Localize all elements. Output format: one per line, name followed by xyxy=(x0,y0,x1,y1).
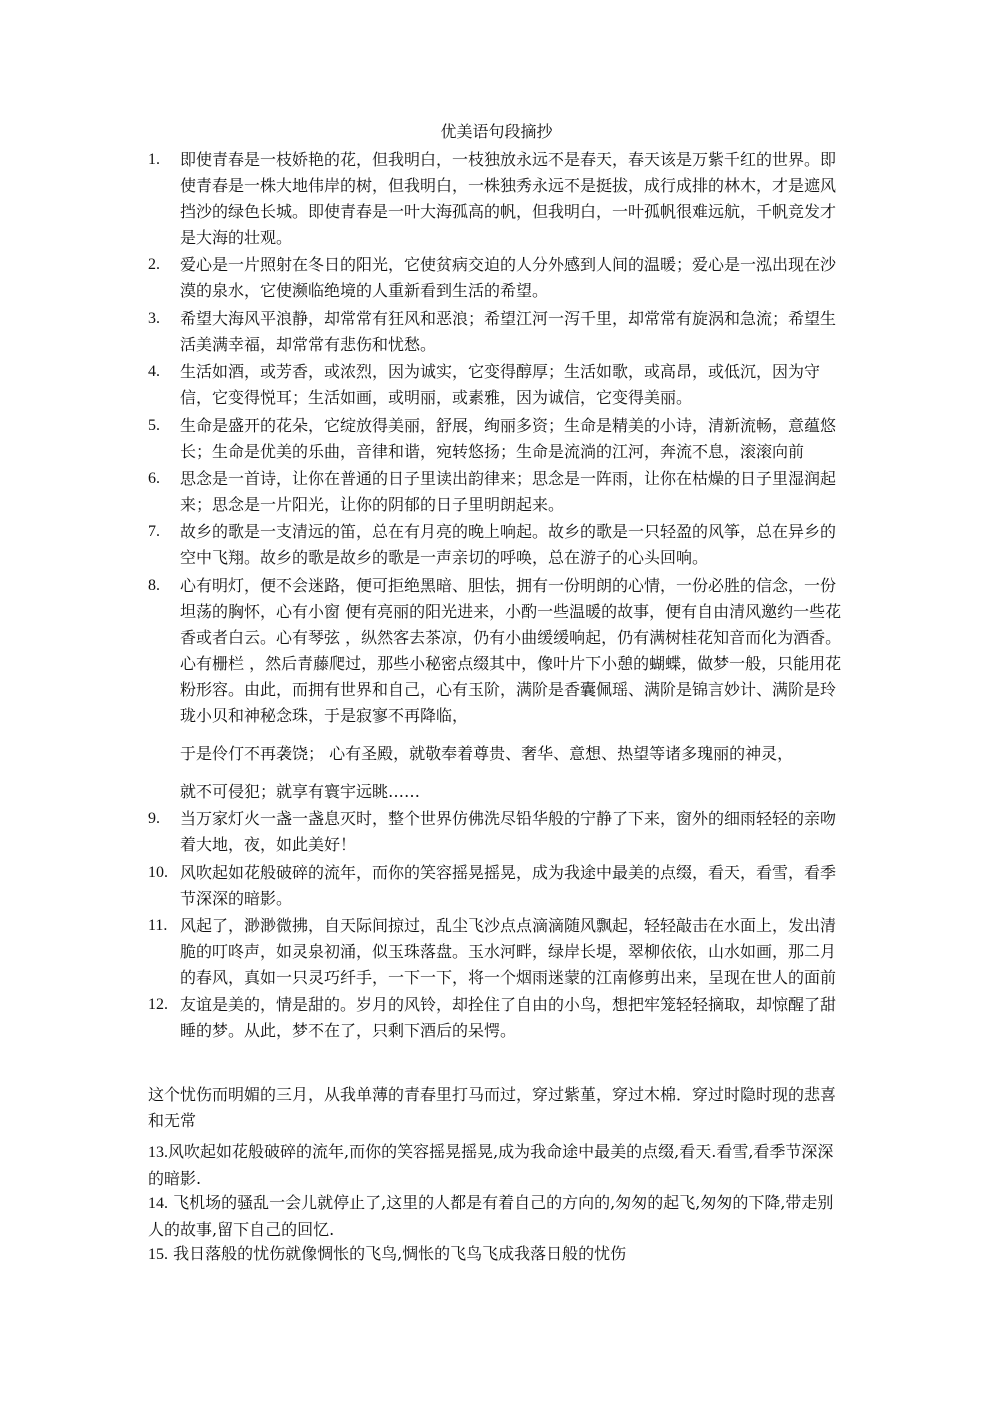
item-text: 爱心是一片照射在冬日的阳光，它使贫病交迫的人分外感到人间的温暖；爱心是一泓出现在沙漠的泉水，它使濒临绝境的人重新看到生活的希望。 xyxy=(180,255,837,301)
item-text: 希望大海风平浪静，却常常有狂风和恶浪；希望江河一泻千里，却常常有旋涡和急流；希望生活美满幸福，却常常有悲伤和忧愁。 xyxy=(180,308,837,354)
paragraph-text: 飞机场的骚乱一会儿就停止了,这里的人都是有着自己的方向的,匆匆的起飞,匆匆的下降,带走别人的故事,留下自己的回忆. xyxy=(148,1193,834,1239)
item-number: 1. xyxy=(148,151,160,168)
item-number: 11. xyxy=(148,916,168,934)
paragraph-number: 13. xyxy=(148,1144,168,1161)
list-item xyxy=(148,466,848,518)
item-text: 心有明灯，便不会迷路，便可拒绝黑暗、胆怯，拥有一份明朗的心情，一份必胜的信念，一份坦荡的胸怀，心有小窗 便有亮丽的阳光进来，小酌一些温暖的故事，便有自由清风邀约一些花香或者白云。心有琴弦 ，纵然客去茶凉，仍有小曲缓缓响起，仍有满树桂花知音而化为酒香。心有栅栏 ，然后青藤爬过，那些小秘密点缀其中，像叶片下小憩的蝴蝶，做梦一般，只能用花粉形容。由此，而拥有世界和自己，心有玉阶，满阶是香囊佩瑶、满阶是锦言妙计、满阶是玲珑小贝和神秘念珠，于是寂寥不再降临， xyxy=(180,575,842,725)
list-item xyxy=(148,252,848,304)
item-text: 即使青春是一枝娇艳的花，但我明白，一枝独放永远不是春天，春天该是万紫千红的世界。即使青春是一株大地伟岸的树，但我明白，一株独秀永远不是挺拔，成行成排的林木，才是遮风挡沙的绿色长城。即使青春是一叶大海孤高的帆，但我明白，一叶孤帆很难远航，千帆竞发才是大海的壮观。 xyxy=(180,150,837,247)
item-text: 风吹起如花般破碎的流年，而你的笑容摇晃摇晃，成为我途中最美的点缀，看天，看雪，看季节深深的暗影。 xyxy=(180,862,837,908)
item-number: 5. xyxy=(148,416,160,434)
list-item xyxy=(148,913,848,991)
list-item xyxy=(148,860,848,912)
item-text-continued: 就不可侵犯；就享有寰宇远眺…… xyxy=(180,781,421,801)
item-number: 8. xyxy=(148,576,160,594)
item-number: 2. xyxy=(148,256,160,274)
paragraph-number: 14. xyxy=(148,1195,168,1212)
list-item xyxy=(148,306,848,358)
numbered-list xyxy=(148,147,848,1046)
item-number: 9. xyxy=(148,810,160,828)
item-text: 生活如酒，或芳香，或浓烈，因为诚实，它变得醇厚；生活如歌，或高昂，或低沉，因为守信，它变得悦耳；生活如画，或明丽，或素雅，因为诚信，它变得美丽。 xyxy=(180,362,821,408)
list-item xyxy=(148,806,848,858)
item-text: 当万家灯火一盏一盏息灭时，整个世界仿佛洗尽铅华般的宁静了下来，窗外的细雨轻轻的亲吻着大地，夜，如此美好！ xyxy=(180,809,837,855)
paragraph-number: 15. xyxy=(148,1246,168,1263)
list-item xyxy=(148,147,848,251)
paragraph-15 xyxy=(148,1241,848,1268)
list-item xyxy=(148,519,848,571)
item-text: 生命是盛开的花朵，它绽放得美丽，舒展，绚丽多资；生命是精美的小诗，清新流畅，意蕴悠长；生命是优美的乐曲，音律和谐，宛转悠扬；生命是流淌的江河，奔流不息，滚滚向前 xyxy=(180,415,837,461)
item-text-continued: 于是伶仃不再袭饶； 心有圣殿，就敬奉着尊贵、奢华、意想、热望等诸多瑰丽的神灵， xyxy=(180,743,794,763)
list-item xyxy=(148,573,848,805)
paragraph-14 xyxy=(148,1190,848,1243)
list-item xyxy=(148,359,848,411)
paragraph-text: 我日落般的忧伤就像惆怅的飞鸟,惆怅的飞鸟飞成我落日般的忧伤 xyxy=(168,1244,627,1263)
list-item xyxy=(148,992,848,1044)
item-number: 4. xyxy=(148,363,160,381)
item-text: 思念是一首诗，让你在普通的日子里读出韵律来；思念是一阵雨，让你在枯燥的日子里湿润起来；思念是一片阳光，让你的阴郁的日子里明朗起来。 xyxy=(180,468,837,514)
list-item xyxy=(148,413,848,465)
item-text: 风起了，渺渺微拂，自天际间掠过，乱尘飞沙点点滴滴随风飘起，轻轻敲击在水面上，发出清脆的叮咚声，如灵泉初涌，似玉珠落盘。玉水河畔，绿岸长堤，翠柳依依，山水如画，那二月的春风，真如一只灵巧纤手，一下一下，将一个烟雨迷蒙的江南修剪出来，呈现在世人的面前 xyxy=(180,915,837,987)
item-text: 友谊是美的，情是甜的。岁月的风铃，却拴住了自由的小鸟，想把牢笼轻轻摘取，却惊醒了甜睡的梦。从此，梦不在了，只剩下酒后的呆愕。 xyxy=(180,995,837,1041)
paragraph-text: 风吹起如花般破碎的流年,而你的笑容摇晃摇晃,成为我命途中最美的点缀,看天.看雪,看季节深深的暗影. xyxy=(148,1142,834,1188)
item-number: 12. xyxy=(148,996,168,1014)
item-number: 6. xyxy=(148,469,160,487)
paragraph: 这个忧伤而明媚的三月，从我单薄的青春里打马而过，穿过紫堇，穿过木棉．穿过时隐时现的悲喜和无常 xyxy=(148,1085,837,1130)
item-number: 3. xyxy=(148,309,160,327)
item-number: 7. xyxy=(148,523,160,541)
item-text: 故乡的歌是一支清远的笛，总在有月亮的晚上响起。故乡的歌是一只轻盈的风筝，总在异乡的空中飞翔。故乡的歌是故乡的歌是一声亲切的呼唤，总在游子的心头回响。 xyxy=(180,522,837,568)
item-number: 10. xyxy=(148,863,168,881)
paragraph-13 xyxy=(148,1139,848,1192)
page-title: 优美语句段摘抄 xyxy=(440,122,553,141)
